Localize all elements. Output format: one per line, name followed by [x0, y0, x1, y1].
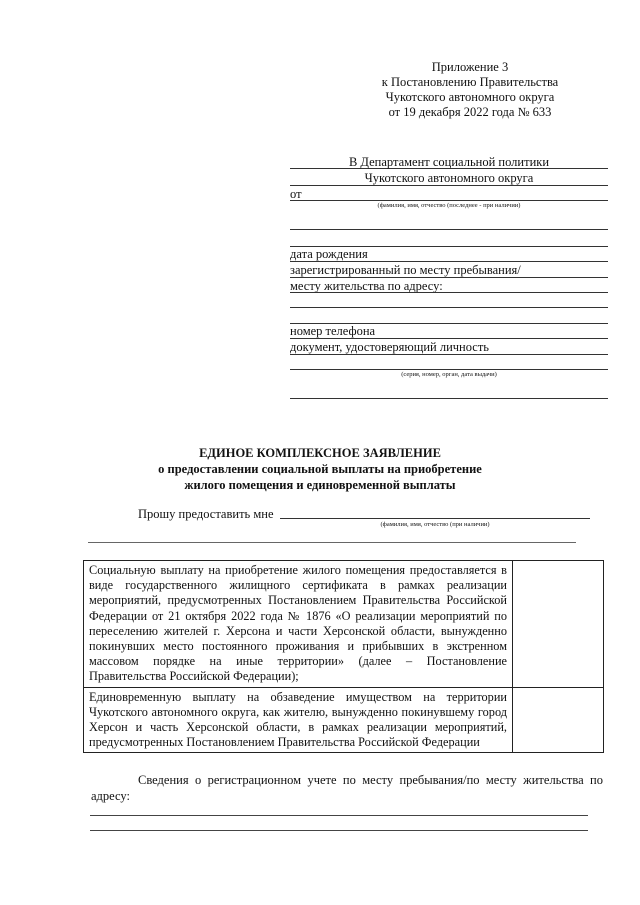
applicant-name-field-2[interactable]: [88, 542, 576, 543]
appendix-line-2: к Постановлению Правительства: [381, 75, 559, 89]
applicant-name-hint: (фамилия, имя, отчество (при наличии): [380, 521, 490, 528]
document-title: [80, 445, 560, 493]
id-doc-field[interactable]: [290, 354, 608, 355]
birth-date-field[interactable]: [290, 261, 608, 262]
birth-date-label: дата рождения: [290, 247, 368, 261]
from-label: от: [290, 187, 302, 201]
title-line-1: ЕДИНОЕ КОМПЛЕКСНОЕ ЗАЯВЛЕНИЕ: [199, 446, 441, 460]
phone-field[interactable]: [290, 338, 608, 339]
address-field-1[interactable]: [290, 292, 608, 293]
address-label-2: месту жительства по адресу:: [290, 279, 443, 293]
options-table: [83, 560, 604, 753]
appendix-header: [340, 60, 600, 120]
registration-address-field-1[interactable]: [90, 815, 588, 816]
id-doc-hint: (серия, номер, орган, дата выдачи): [401, 371, 497, 378]
registration-info-text: Сведения о регистрационном учете по месту пребывания/по месту жительства по адресу:: [91, 773, 603, 803]
title-line-3: жилого помещения и единовременной выплаты: [184, 478, 456, 492]
registration-address-field-2[interactable]: [90, 830, 588, 831]
phone-label: номер телефона: [290, 324, 376, 338]
from-field[interactable]: [290, 200, 608, 201]
title-line-2: о предоставлении социальной выплаты на приобретение: [158, 462, 482, 476]
recipient-rule-1: [290, 185, 608, 186]
option-housing-checkbox[interactable]: [513, 561, 604, 688]
id-doc-label: документ, удостоверяющий личность: [290, 340, 490, 354]
id-doc-field-2[interactable]: [290, 369, 608, 370]
address-label-1: зарегистрированный по месту пребывания/: [290, 263, 521, 277]
option-lump-sum-text: Единовременную выплату на обзаведение имуществом на территории Чукотского автономного округа, как жителю, вынужденно покинувшему город Херсон и часть Херсонской области, в рамках реализации мероприятий, предусмотренных Постановлением Правительства Российской Федерации: [84, 687, 513, 753]
request-label: Прошу предоставить мне: [138, 507, 274, 521]
id-doc-field-3[interactable]: [290, 398, 608, 399]
from-hint: (фамилия, имя, отчество (последнее - при наличии): [377, 202, 521, 209]
option-row-housing: [84, 561, 604, 688]
recipient-line-1: В Департамент социальной политики: [348, 155, 550, 169]
recipient-line-2: Чукотского автономного округа: [364, 171, 534, 185]
address-rule-1: [290, 277, 608, 278]
option-lump-sum-checkbox[interactable]: [513, 687, 604, 753]
address-field-2[interactable]: [290, 307, 608, 308]
from-field-line-2[interactable]: [290, 229, 608, 230]
option-housing-text: Социальную выплату на приобретение жилого помещения предоставляется в виде государственного жилищного сертификата в рамках реализации мероприятий, предусмотренных Постановлением Правительства Российской Федерации от 21 октября 2022 года № 1876 «О реализации мероприятий по переселению жителей г. Херсона и части Херсонской области, вынужденно покинувших место постоянного проживания и прибывших в экстренном массовом порядке на иные территории» (далее – Постановление Правительства Российской Федерации);: [84, 561, 513, 688]
appendix-line-1: Приложение 3: [431, 60, 509, 74]
applicant-name-field[interactable]: [280, 518, 590, 519]
appendix-line-4: от 19 декабря 2022 года № 633: [388, 105, 552, 119]
appendix-line-3: Чукотского автономного округа: [385, 90, 555, 104]
option-row-lump-sum: [84, 687, 604, 753]
